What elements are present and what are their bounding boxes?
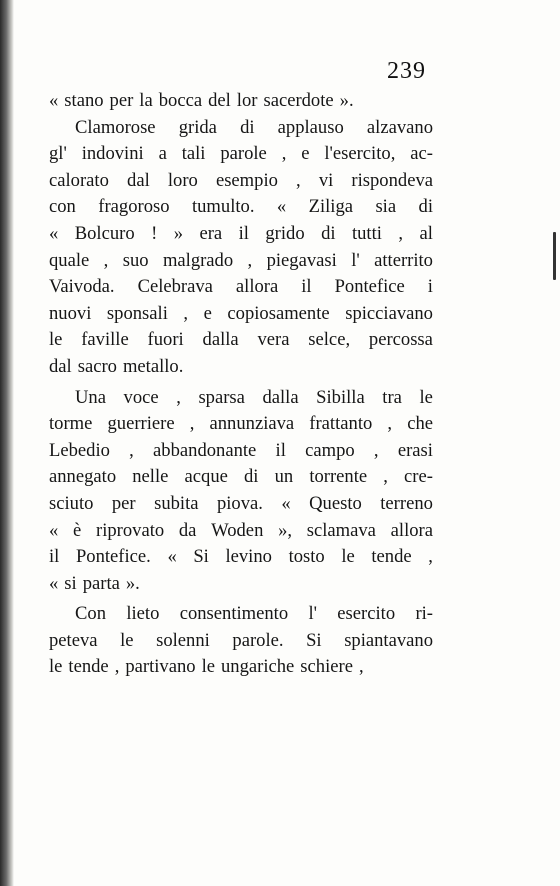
- text-line: calorato dal loro esempio , vi rispondeva: [49, 169, 433, 191]
- book-spine-shadow: [0, 0, 14, 886]
- page-number: 239: [387, 58, 426, 84]
- paragraph: [49, 88, 433, 115]
- text-line: Lebedio , abbandonante il campo , erasi: [49, 439, 433, 461]
- text-line: nuovi sponsali , e copiosamente spicciavano: [49, 302, 433, 324]
- text-line: le faville fuori dalla vera selce, percossa: [49, 329, 433, 351]
- text-line: Con lieto consentimento l' esercito ri-: [75, 603, 433, 625]
- text-line: Clamorose grida di applauso alzavano: [75, 116, 433, 138]
- text-line: le tende , partivano le ungariche schiere ,: [49, 656, 364, 678]
- text-line: con fragoroso tumulto. « Ziliga sia di: [49, 196, 433, 218]
- text-line: quale , suo malgrado , piegavasi l' atterrito: [49, 249, 433, 271]
- body-text: [49, 88, 433, 681]
- text-line: Vaivoda. Celebrava allora il Pontefice i: [49, 276, 433, 298]
- paragraph: [49, 385, 433, 598]
- text-line: gl' indovini a tali parole , e l'esercito, ac-: [49, 143, 433, 165]
- paragraph: [49, 601, 433, 681]
- text-line: annegato nelle acque di un torrente , cre-: [49, 466, 433, 488]
- text-line: « è riprovato da Woden », sclamava allora: [49, 519, 433, 541]
- text-line: peteva le solenni parole. Si spiantavano: [49, 629, 433, 651]
- text-line: « si parta ».: [49, 572, 140, 594]
- text-line: il Pontefice. « Si levino tosto le tende ,: [49, 546, 433, 568]
- text-line: torme guerriere , annunziava frattanto , che: [49, 413, 433, 435]
- text-line: Una voce , sparsa dalla Sibilla tra le: [75, 386, 433, 408]
- paragraph: [49, 115, 433, 381]
- text-line: dal sacro metallo.: [49, 355, 184, 377]
- text-line: « Bolcuro ! » era il grido di tutti , al: [49, 222, 433, 244]
- text-line: sciuto per subita piova. « Questo terreno: [49, 492, 433, 514]
- page-edge-mark: [553, 232, 556, 280]
- text-line: « stano per la bocca del lor sacerdote ».: [49, 90, 354, 111]
